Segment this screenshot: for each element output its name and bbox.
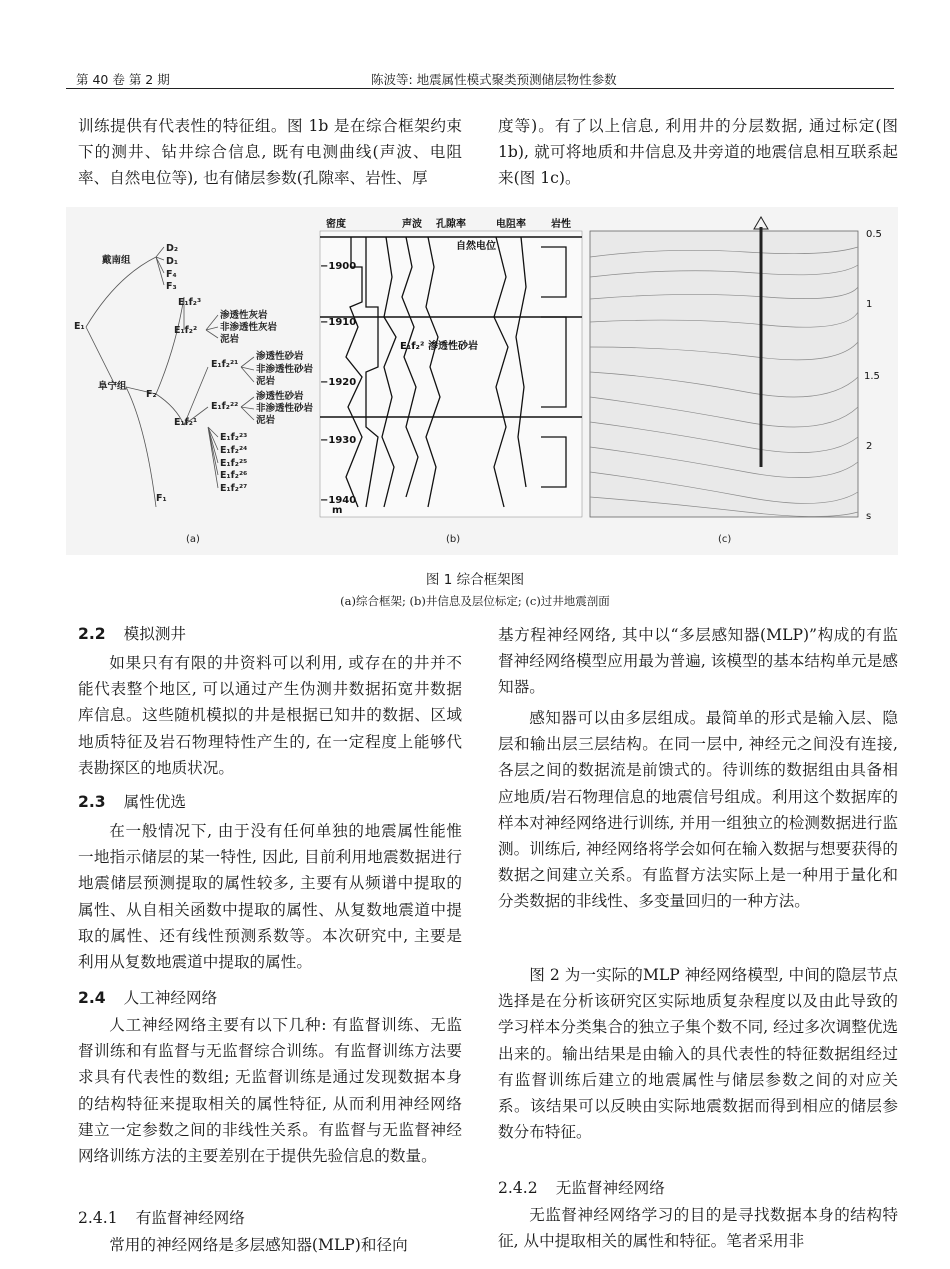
right-paragraph-1: 基方程神经网络, 其中以“多层感知器(MLP)”构成的有监督神经网络模型应用最为普遍, 该模型的基本结构单元是感知器。: [498, 626, 898, 697]
time-1-5: 1.5: [864, 371, 880, 382]
label-a: (a): [186, 534, 200, 545]
depth-1930: −1930: [320, 435, 357, 446]
sp-label: 自然电位: [456, 241, 496, 252]
label-e1: E₁: [74, 321, 85, 332]
bottom-item-1: E₁f₂²³: [220, 432, 248, 443]
zone-label: E₁f₂²: [400, 341, 425, 352]
g1-item-2: 非渗透性灰岩: [220, 322, 278, 333]
g1-item-1: 渗透性灰岩: [220, 310, 268, 321]
g2-item-2: 非渗透性砂岩: [256, 364, 314, 375]
bottom-item-2: E₁f₂²⁴: [220, 445, 248, 456]
g3-item-2: 非渗透性砂岩: [256, 403, 314, 414]
col-resistivity: 电阻率: [496, 219, 526, 230]
label-f2: F₂: [146, 389, 157, 400]
label-dainan: 戴南组: [102, 255, 131, 266]
running-header: [66, 64, 894, 89]
figure-caption-sub: (a)综合框架; (b)井信息及层位标定; (c)过井地震剖面: [340, 594, 610, 608]
label-e1f23: E₁f₂³: [178, 297, 202, 308]
label-f1: F₁: [156, 493, 167, 504]
left-paragraph-2: 在一般情况下, 由于没有任何单独的地震属性能惟一地指示储层的某一特性, 因此, 目前利用地震数据进行地震储层预测提取的属性较多, 主要有从频谱中提取的属性、从自相关函数中提取的属性、从复数地震道中提取的属性、还有线性预测系数等。本次研究中, 主要是利用从复数地震道中提取的属性。: [78, 822, 462, 972]
right-paragraph-4: 无监督神经网络学习的目的是寻找数据本身的结构特征, 从中提取相关的属性和特征。笔者采用非: [498, 1206, 898, 1251]
section-2-2-heading: 2.2 模拟测井: [78, 625, 187, 643]
sand-label: 渗透性砂岩: [428, 341, 478, 352]
col-lithology: 岩性: [551, 219, 571, 230]
depth-1940: −1940: [320, 495, 357, 506]
g3-item-3: 泥岩: [256, 415, 276, 426]
time-1: 1: [866, 299, 873, 310]
time-unit: s: [866, 511, 872, 522]
g1-item-3: 泥岩: [220, 334, 240, 345]
time-2: 2: [866, 441, 873, 452]
section-2-4-2-heading: 2.4.2 无监督神经网络: [498, 1179, 665, 1197]
g2-item-3: 泥岩: [256, 376, 276, 387]
right-paragraph-3: 图 2 为一实际的MLP 神经网络模型, 中间的隐层节点选择是在分析该研究区实际地质复杂程度以及由此导致的学习样本分类集合的独立子集个数不同, 经过多次调整优选出来的。输出结果是由输入的具代表性的特征数据组经过有监督训练后建立的地震属性与储层参数之间的对应关系。该结果可以反映由实际地震数据而得到相应的储层参数分布特征。: [498, 966, 898, 1142]
label-d1: D₁: [166, 256, 179, 267]
label-e1f21: E₁f₂¹: [174, 417, 198, 428]
col-density: 密度: [326, 219, 346, 230]
bottom-item-4: E₁f₂²⁶: [220, 470, 248, 481]
section-2-4-heading: 2.4 人工神经网络: [78, 989, 218, 1007]
journal-volume: 第 40 卷 第 2 期: [76, 72, 170, 87]
right-paragraph-2: 感知器可以由多层组成。最简单的形式是输入层、隐层和输出层三层结构。在同一层中, 神经元之间没有连接, 各层之间的数据流是前馈式的。待训练的数据组由具备相应地质/岩石物理信息的地震信号组成。利用这个数据库的样本对神经网络进行训练, 并用一组独立的检测数据进行监测。训练后, 神经网络将学会如何在输入数据与想要获得的数据之间建立关系。有监督方法实际上是一种用于量化和分类数据的非线性、多变量回归的一种方法。: [498, 709, 898, 911]
depth-1900: −1900: [320, 261, 357, 272]
depth-unit: m: [332, 505, 343, 516]
panel-c: [590, 217, 882, 522]
label-funing: 阜宁组: [98, 381, 127, 392]
section-2-4-1-heading: 2.4.1 有监督神经网络: [78, 1209, 245, 1227]
col-sonic: 声波: [402, 219, 422, 230]
label-e1f22: E₁f₂²: [174, 325, 198, 336]
depth-1910: −1910: [320, 317, 357, 328]
section-2-3-heading: 2.3 属性优选: [78, 793, 187, 811]
top-right-paragraph: 度等)。有了以上信息, 利用井的分层数据, 通过标定(图 1b), 就可将地质和井信息及井旁道的地震信息相互联系起来(图 1c)。: [498, 117, 898, 188]
left-paragraph-4: 常用的神经网络是多层感知器(MLP)和径向: [109, 1236, 408, 1254]
bottom-item-5: E₁f₂²⁷: [220, 483, 248, 494]
figure-1: [66, 207, 898, 555]
label-c: (c): [718, 534, 732, 545]
label-d2: D₂: [166, 243, 179, 254]
g3-item-1: 渗透性砂岩: [256, 391, 304, 402]
panel-b: [320, 217, 582, 517]
label-e1f22-2: E₁f₂²²: [211, 401, 239, 412]
running-title: 陈波等: 地震属性模式聚类预测储层物性参数: [371, 72, 617, 87]
label-b: (b): [446, 534, 461, 545]
left-paragraph-3: 人工神经网络主要有以下几种: 有监督训练、无监督训练和有监督与无监督综合训练。有监督训练方法要求具有代表性的数组; 无监督训练是通过发现数据本身的结构特征来提取相关的属性特征, 从而利用神经网络建立一定参数之间的非线性关系。有监督与无监督神经网络训练方法的主要差别在于提供先验信息的数量。: [78, 1016, 462, 1166]
bottom-item-3: E₁f₂²⁵: [220, 458, 248, 469]
figure-caption-title: 图 1 综合框架图: [425, 572, 525, 588]
label-f4: F₄: [166, 269, 177, 280]
top-left-paragraph: 训练提供有代表性的特征组。图 1b 是在综合框架约束下的测井、钻井综合信息, 既有电测曲线(声波、电阻率、自然电位等), 也有储层参数(孔隙率、岩性、厚: [78, 117, 462, 188]
col-porosity: 孔隙率: [436, 219, 466, 230]
time-0-5: 0.5: [866, 229, 882, 240]
label-f3: F₃: [166, 281, 177, 292]
depth-1920: −1920: [320, 377, 357, 388]
g2-item-1: 渗透性砂岩: [256, 351, 304, 362]
left-paragraph-1: 如果只有有限的井资料可以利用, 或存在的井并不能代表整个地区, 可以通过产生伪测井数据拓宽井数据库信息。这些随机模拟的井是根据已知井的数据、区域地质特征及岩石物理特性产生的, 在一定程度上能够代表勘探区的地质状况。: [78, 654, 462, 777]
label-e1f22-1: E₁f₂²¹: [211, 359, 239, 370]
